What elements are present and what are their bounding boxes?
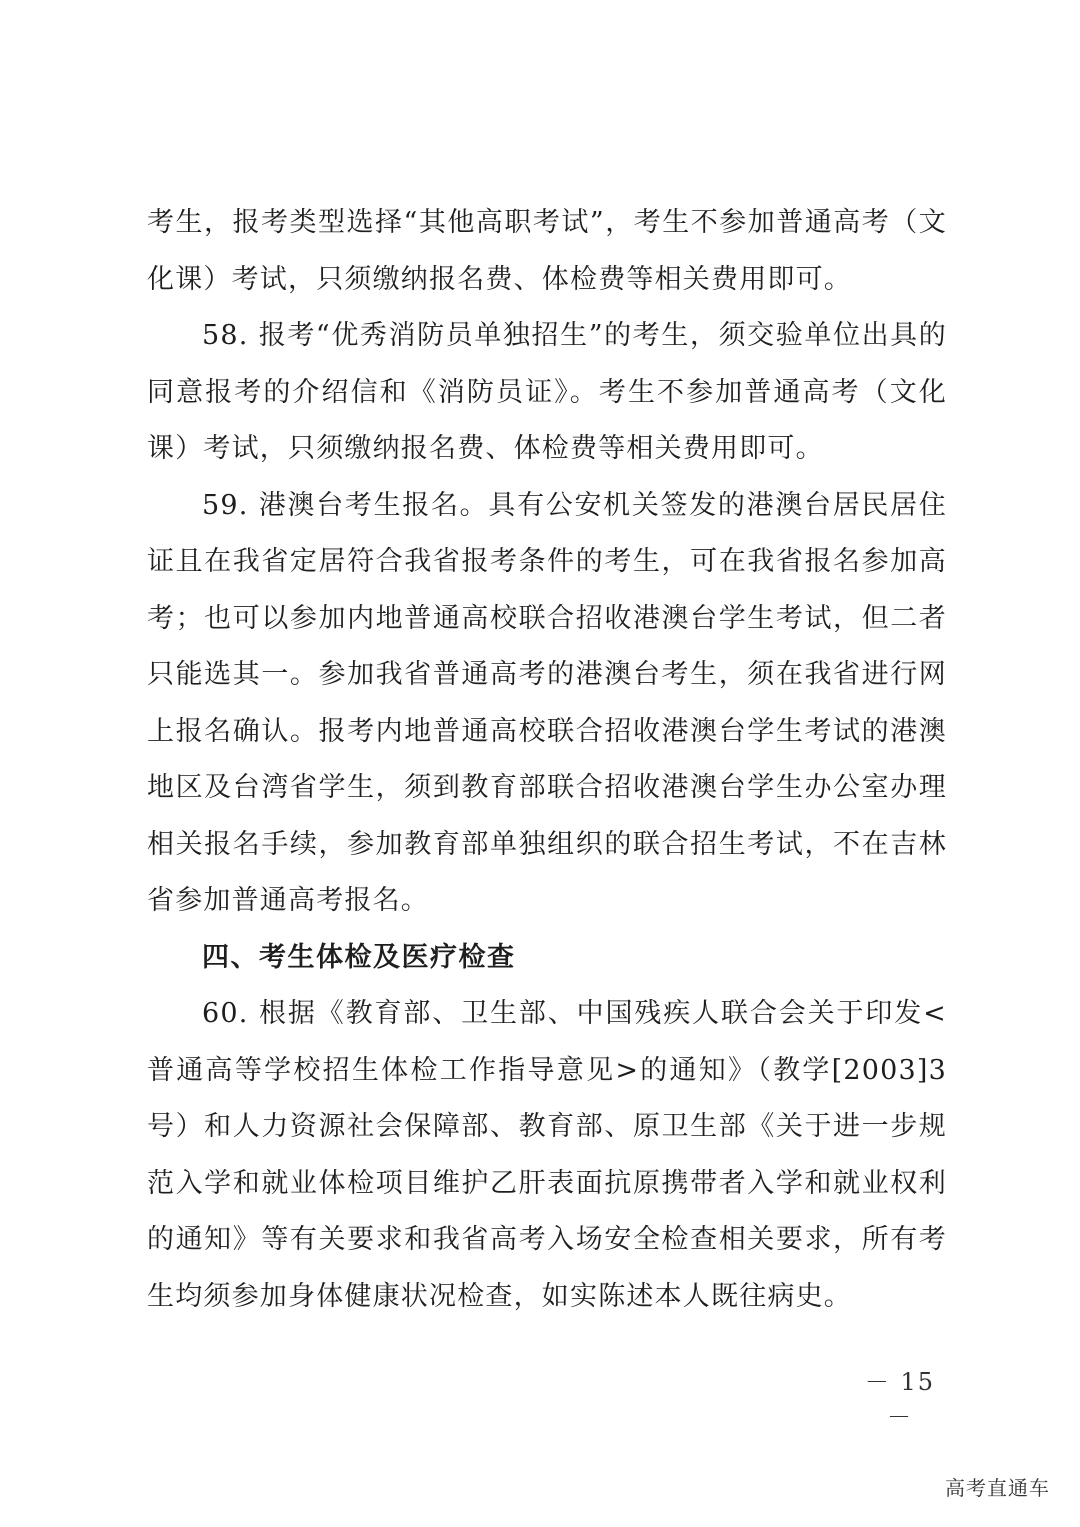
section-heading: 四、考生体检及医疗检查 (202, 941, 516, 973)
paragraph-58: 58. 报考“优秀消防员单独招生”的考生，须交验单位出具的同意报考的介绍信和《消防员证》。考生不参加普通高考（文化课）考试，只须缴纳报名费、体检费等相关费用即可。 (147, 320, 947, 464)
paragraph-60: 60. 根据《教育部、卫生部、中国残疾人联合会关于印发<普通高等学校招生体检工作指导意见>的通知》（教学[2003]3号）和人力资源社会保障部、教育部、原卫生部《关于进一步规范入学和就业体检项目维护乙肝表面抗原携带者入学和就业权利的通知》等有关要求和我省高考入场安全检查相关要求，所有考生均须参加身体健康状况检查，如实陈述本人既往病史。 (147, 998, 947, 1312)
source-watermark: 高考直通车 (945, 1476, 1050, 1500)
document-body (147, 195, 947, 1325)
paragraph-continuation: 考生，报考类型选择“其他高职考试”，考生不参加普通高考（文化课）考试，只须缴纳报名费、体检费等相关费用即可。 (147, 207, 947, 295)
page-number: － 15 － (864, 1368, 936, 1431)
paragraph-59: 59. 港澳台考生报名。具有公安机关签发的港澳台居民居住证且在我省定居符合我省报考条件的考生，可在我省报名参加高考；也可以参加内地普通高校联合招收港澳台学生考试，但二者只能选其一。参加我省普通高考的港澳台考生，须在我省进行网上报名确认。报考内地普通高校联合招收港澳台学生考试的港澳地区及台湾省学生，须到教育部联合招收港澳台学生办公室办理相关报名手续，参加教育部单独组织的联合招生考试，不在吉林省参加普通高考报名。 (147, 489, 947, 916)
